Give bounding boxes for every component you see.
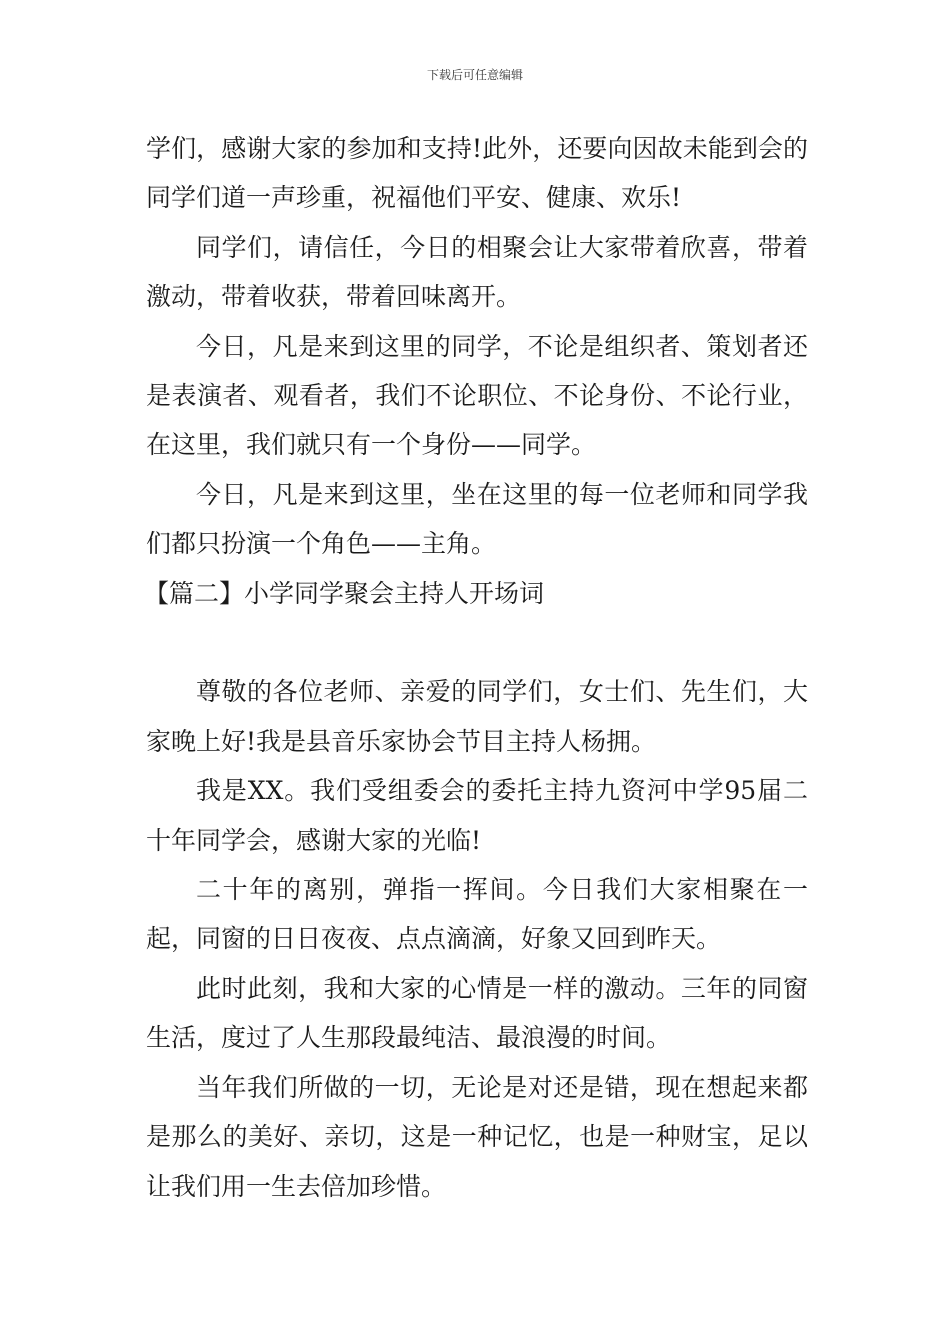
paragraph: 今日，凡是来到这里，坐在这里的每一位老师和同学我们都只扮演一个角色——主角。 xyxy=(146,479,808,559)
paragraph: 今日，凡是来到这里的同学，不论是组织者、策划者还是表演者、观看者，我们不论职位、不论身份、不论行业，在这里，我们就只有一个身份——同学。 xyxy=(146,331,808,460)
section-heading: 【篇二】小学同学聚会主持人开场词 xyxy=(144,578,545,608)
paragraph: 我是XX。我们受组委会的委托主持九资河中学95届二十年同学会，感谢大家的光临! xyxy=(146,776,808,855)
page-header: 下载后可任意编辑 xyxy=(426,68,523,82)
paragraph: 同学们，请信任，今日的相聚会让大家带着欣喜，带着激动，带着收获，带着回味离开。 xyxy=(146,232,808,312)
paragraph: 二十年的离别，弹指一挥间。今日我们大家相聚在一起，同窗的日日夜夜、点点滴滴，好象又回到昨天。 xyxy=(146,875,808,954)
paragraph: 此时此刻，我和大家的心情是一样的激动。三年的同窗生活，度过了人生那段最纯洁、最浪漫的时间。 xyxy=(146,973,808,1053)
blank-line xyxy=(146,618,808,667)
document-body xyxy=(146,124,808,1211)
paragraph: 尊敬的各位老师、亲爱的同学们，女士们、先生们，大家晚上好!我是县音乐家协会节目主持人杨拥。 xyxy=(146,677,808,756)
paragraph-continuation: 学们，感谢大家的参加和支持!此外，还要向因故未能到会的同学们道一声珍重，祝福他们平安、健康、欢乐! xyxy=(146,134,808,213)
paragraph: 当年我们所做的一切，无论是对还是错，现在想起来都是那么的美好、亲切，这是一种记忆，也是一种财宝，足以让我们用一生去倍加珍惜。 xyxy=(146,1072,808,1201)
